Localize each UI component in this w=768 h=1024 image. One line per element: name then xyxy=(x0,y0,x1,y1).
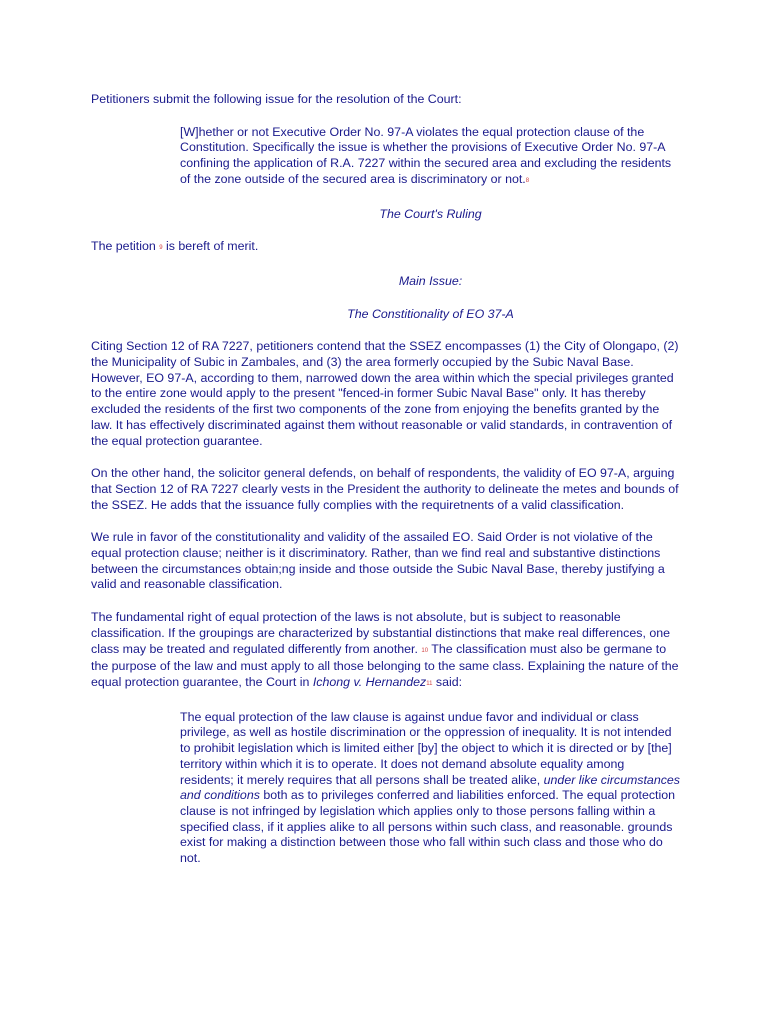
paragraph-ruling: We rule in favor of the constitutionality and validity of the assailed EO. Said Order is not violative of the equal protection clause; neither is it discriminatory. Rather, than we find real and substantive distinctions between the circumstances obtain;ng inside and those outside the Subic Naval Base, thereby justifying a valid and reasonable classification. xyxy=(91,530,665,592)
footnote-link[interactable]: 11 xyxy=(426,680,433,687)
petition-paragraph xyxy=(91,239,681,257)
para4-text-2: The classification must also be germane to the purpose of the law and must apply to all those belonging to the same class. Explaining the nature of the equal protection guarantee, the Court in xyxy=(91,641,679,689)
quote2-italic: under like circumstances and conditions xyxy=(180,772,680,803)
para4-text-3: said: xyxy=(432,674,463,689)
heading-constitutionality: The Constitionality of EO 37-A xyxy=(347,306,514,321)
quote2-text-2: both as to privileges conferred and liabilities enforced. The equal protection clause is not infringed by legislation which applies only to those persons falling within a specified class, if it applies alike to all persons within such class, and reasonable. grounds exist for making a distinction between those who fall within such class and those who do not. xyxy=(180,788,676,866)
issue-blockquote xyxy=(180,125,681,190)
footnote-link[interactable]: 8 xyxy=(525,177,530,184)
equal-protection-blockquote xyxy=(180,710,681,867)
petition-text-start: The petition xyxy=(91,239,160,254)
para4-text-1: The fundamental right of equal protection of the laws is not absolute, but is subject to reasonable classification. If the groupings are characterized by substantial distinctions that make real differences, one class may be treated and regulated differently from another. xyxy=(91,610,671,656)
footnote-link[interactable]: 9 xyxy=(159,245,163,252)
heading-main-issue: Main Issue: xyxy=(398,273,463,288)
paragraph-solicitor-general: On the other hand, the solicitor general defends, on behalf of respondents, the validity of EO 97-A, arguing that Section 12 of RA 7227 clearly vests in the President the authority to delineate the metes and bounds of the SSEZ. He adds that the issuance fully complies with the requiretnents of a valid classification. xyxy=(91,466,679,512)
intro-paragraph: Petitioners submit the following issue for the resolution of the Court: xyxy=(91,92,462,106)
petition-text-end: is bereft of merit. xyxy=(162,239,259,254)
paragraph-petitioners-contention: Citing Section 12 of RA 7227, petitioners contend that the SSEZ encompasses (1) the City of Olongapo, (2) the Municipality of Subic in Zambales, and (3) the area formerly occupied by the Subic Naval Base. However, EO 97-A, according to them, narrowed down the area within which the special privileges granted to the entire zone would apply to the present "fenced-in former Subic Naval Base" only. It has thereby excluded the residents of the first two components of the zone from enjoying the benefits granted by the law. It has effectively discriminated against them without reasonable or valid standards, in contravention of the equal protection guarantee. xyxy=(91,339,679,448)
heading-courts-ruling: The Court's Ruling xyxy=(379,206,482,221)
quote2-text-1: The equal protection of the law clause is against undue favor and individual or class privilege, as well as hostile discrimination or the oppression of inequality. It is not intended to prohibit legislation which is limited either [by] the object to which it is directed or by [the] territory within which it is to operate. It does not demand absolute equality among residents; it merely requires that all persons shall be treated alike, xyxy=(180,709,672,787)
footnote-link[interactable]: 10 xyxy=(421,647,429,654)
case-name-ichong: Ichong v. Hernandez xyxy=(312,674,427,689)
issue-quote-text: [W]hether or not Executive Order No. 97-A violates the equal protection clause of the Constitution. Specifically the issue is whether the provisions of Executive Order No. 97-A confining the application of R.A. 7227 within the secured area and excluding the residents of the zone outside of the secured area is discriminatory or not. xyxy=(180,124,672,186)
document-body xyxy=(91,92,681,884)
paragraph-equal-protection xyxy=(91,610,681,693)
